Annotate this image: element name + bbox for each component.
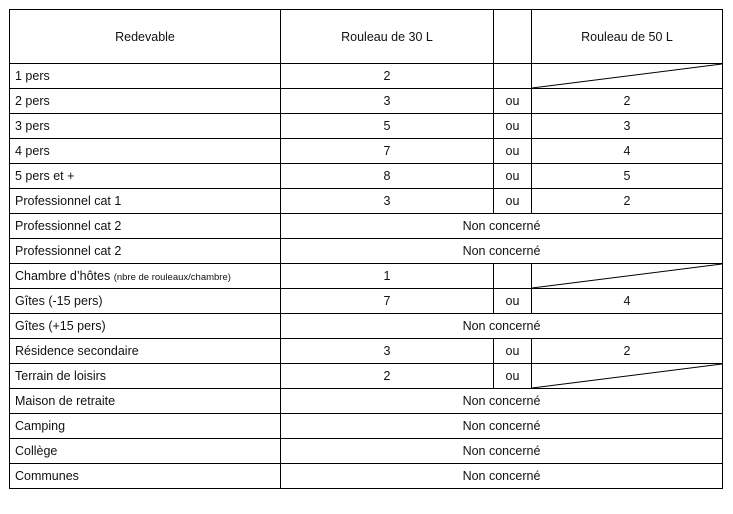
table-row: [10, 264, 723, 289]
tariff-table: [9, 9, 723, 489]
value-30l: 3: [281, 339, 494, 364]
value-50l: 4: [532, 289, 723, 314]
value-30l: 3: [281, 189, 494, 214]
table-row: [10, 64, 723, 89]
row-label-text: Résidence secondaire: [15, 344, 139, 358]
row-label-text: Professionnel cat 1: [15, 194, 122, 208]
row-label: [10, 364, 281, 389]
row-label-text: 5 pers et +: [15, 169, 75, 183]
value-30l: 3: [281, 89, 494, 114]
row-label: [10, 464, 281, 489]
row-label-text: Professionnel cat 2: [15, 219, 122, 233]
not-concerned-cell: Non concerné: [281, 464, 723, 489]
ou-cell: ou: [494, 339, 532, 364]
row-label: [10, 339, 281, 364]
value-50l: 2: [532, 339, 723, 364]
row-label: [10, 189, 281, 214]
header-blank: [494, 10, 532, 64]
table-row: [10, 314, 723, 339]
ou-cell: ou: [494, 164, 532, 189]
ou-cell: ou: [494, 139, 532, 164]
ou-cell: [494, 264, 532, 289]
value-50l: 2: [532, 89, 723, 114]
table-row: [10, 414, 723, 439]
not-concerned-cell: Non concerné: [281, 214, 723, 239]
row-label-text: Terrain de loisirs: [15, 369, 107, 383]
ou-cell: ou: [494, 89, 532, 114]
ou-cell: [494, 64, 532, 89]
not-concerned-cell: Non concerné: [281, 314, 723, 339]
row-label: [10, 164, 281, 189]
header-rouleau-50: Rouleau de 50 L: [532, 10, 723, 64]
table-row: [10, 139, 723, 164]
value-50l: 4: [532, 139, 723, 164]
row-label: [10, 139, 281, 164]
row-label: [10, 214, 281, 239]
value-30l: 1: [281, 264, 494, 289]
table-row: [10, 289, 723, 314]
row-label-text: Chambre d’hôtes: [15, 269, 111, 283]
row-label: [10, 289, 281, 314]
row-label-text: Communes: [15, 469, 79, 483]
row-label: [10, 414, 281, 439]
table-row: [10, 239, 723, 264]
not-concerned-cell: Non concerné: [281, 439, 723, 464]
header-rouleau-30: Rouleau de 30 L: [281, 10, 494, 64]
row-label: [10, 239, 281, 264]
table-row: [10, 164, 723, 189]
row-label-text: Gîtes (+15 pers): [15, 319, 106, 333]
diagonal-line: [532, 64, 722, 88]
row-label: [10, 64, 281, 89]
value-30l: 2: [281, 64, 494, 89]
row-label: [10, 389, 281, 414]
table-row: [10, 364, 723, 389]
ou-cell: ou: [494, 114, 532, 139]
value-30l: 8: [281, 164, 494, 189]
row-label-text: 3 pers: [15, 119, 50, 133]
row-label: [10, 264, 281, 289]
diagonal-line: [532, 364, 722, 388]
row-label: [10, 439, 281, 464]
diagonal-line: [532, 264, 722, 288]
row-label-text: Maison de retraite: [15, 394, 116, 408]
table-row: [10, 189, 723, 214]
not-concerned-cell: Non concerné: [281, 414, 723, 439]
ou-cell: ou: [494, 364, 532, 389]
table-row: [10, 214, 723, 239]
row-label: [10, 314, 281, 339]
value-30l: 7: [281, 139, 494, 164]
header-redevable: Redevable: [10, 10, 281, 64]
ou-cell: ou: [494, 289, 532, 314]
header-row: [10, 10, 723, 64]
value-30l: 5: [281, 114, 494, 139]
table-row: [10, 439, 723, 464]
ou-cell: ou: [494, 189, 532, 214]
row-label: [10, 114, 281, 139]
value-50l: 5: [532, 164, 723, 189]
row-label-text: 2 pers: [15, 94, 50, 108]
not-concerned-cell: Non concerné: [281, 239, 723, 264]
row-label: [10, 89, 281, 114]
crossed-out-cell: [532, 364, 723, 389]
value-50l: 3: [532, 114, 723, 139]
value-50l: 2: [532, 189, 723, 214]
value-30l: 7: [281, 289, 494, 314]
crossed-out-cell: [532, 264, 723, 289]
row-label-text: Collège: [15, 444, 58, 458]
row-label-text: Camping: [15, 419, 66, 433]
table-row: [10, 89, 723, 114]
row-label-text: Gîtes (-15 pers): [15, 294, 103, 308]
table-body: [10, 64, 723, 489]
row-label-note: (nbre de rouleaux/chambre): [113, 272, 231, 283]
row-label-text: Professionnel cat 2: [15, 244, 122, 258]
table-row: [10, 464, 723, 489]
value-30l: 2: [281, 364, 494, 389]
row-label-text: 4 pers: [15, 144, 50, 158]
table-row: [10, 389, 723, 414]
crossed-out-cell: [532, 64, 723, 89]
row-label-text: 1 pers: [15, 69, 50, 83]
not-concerned-cell: Non concerné: [281, 389, 723, 414]
table-row: [10, 114, 723, 139]
table-row: [10, 339, 723, 364]
